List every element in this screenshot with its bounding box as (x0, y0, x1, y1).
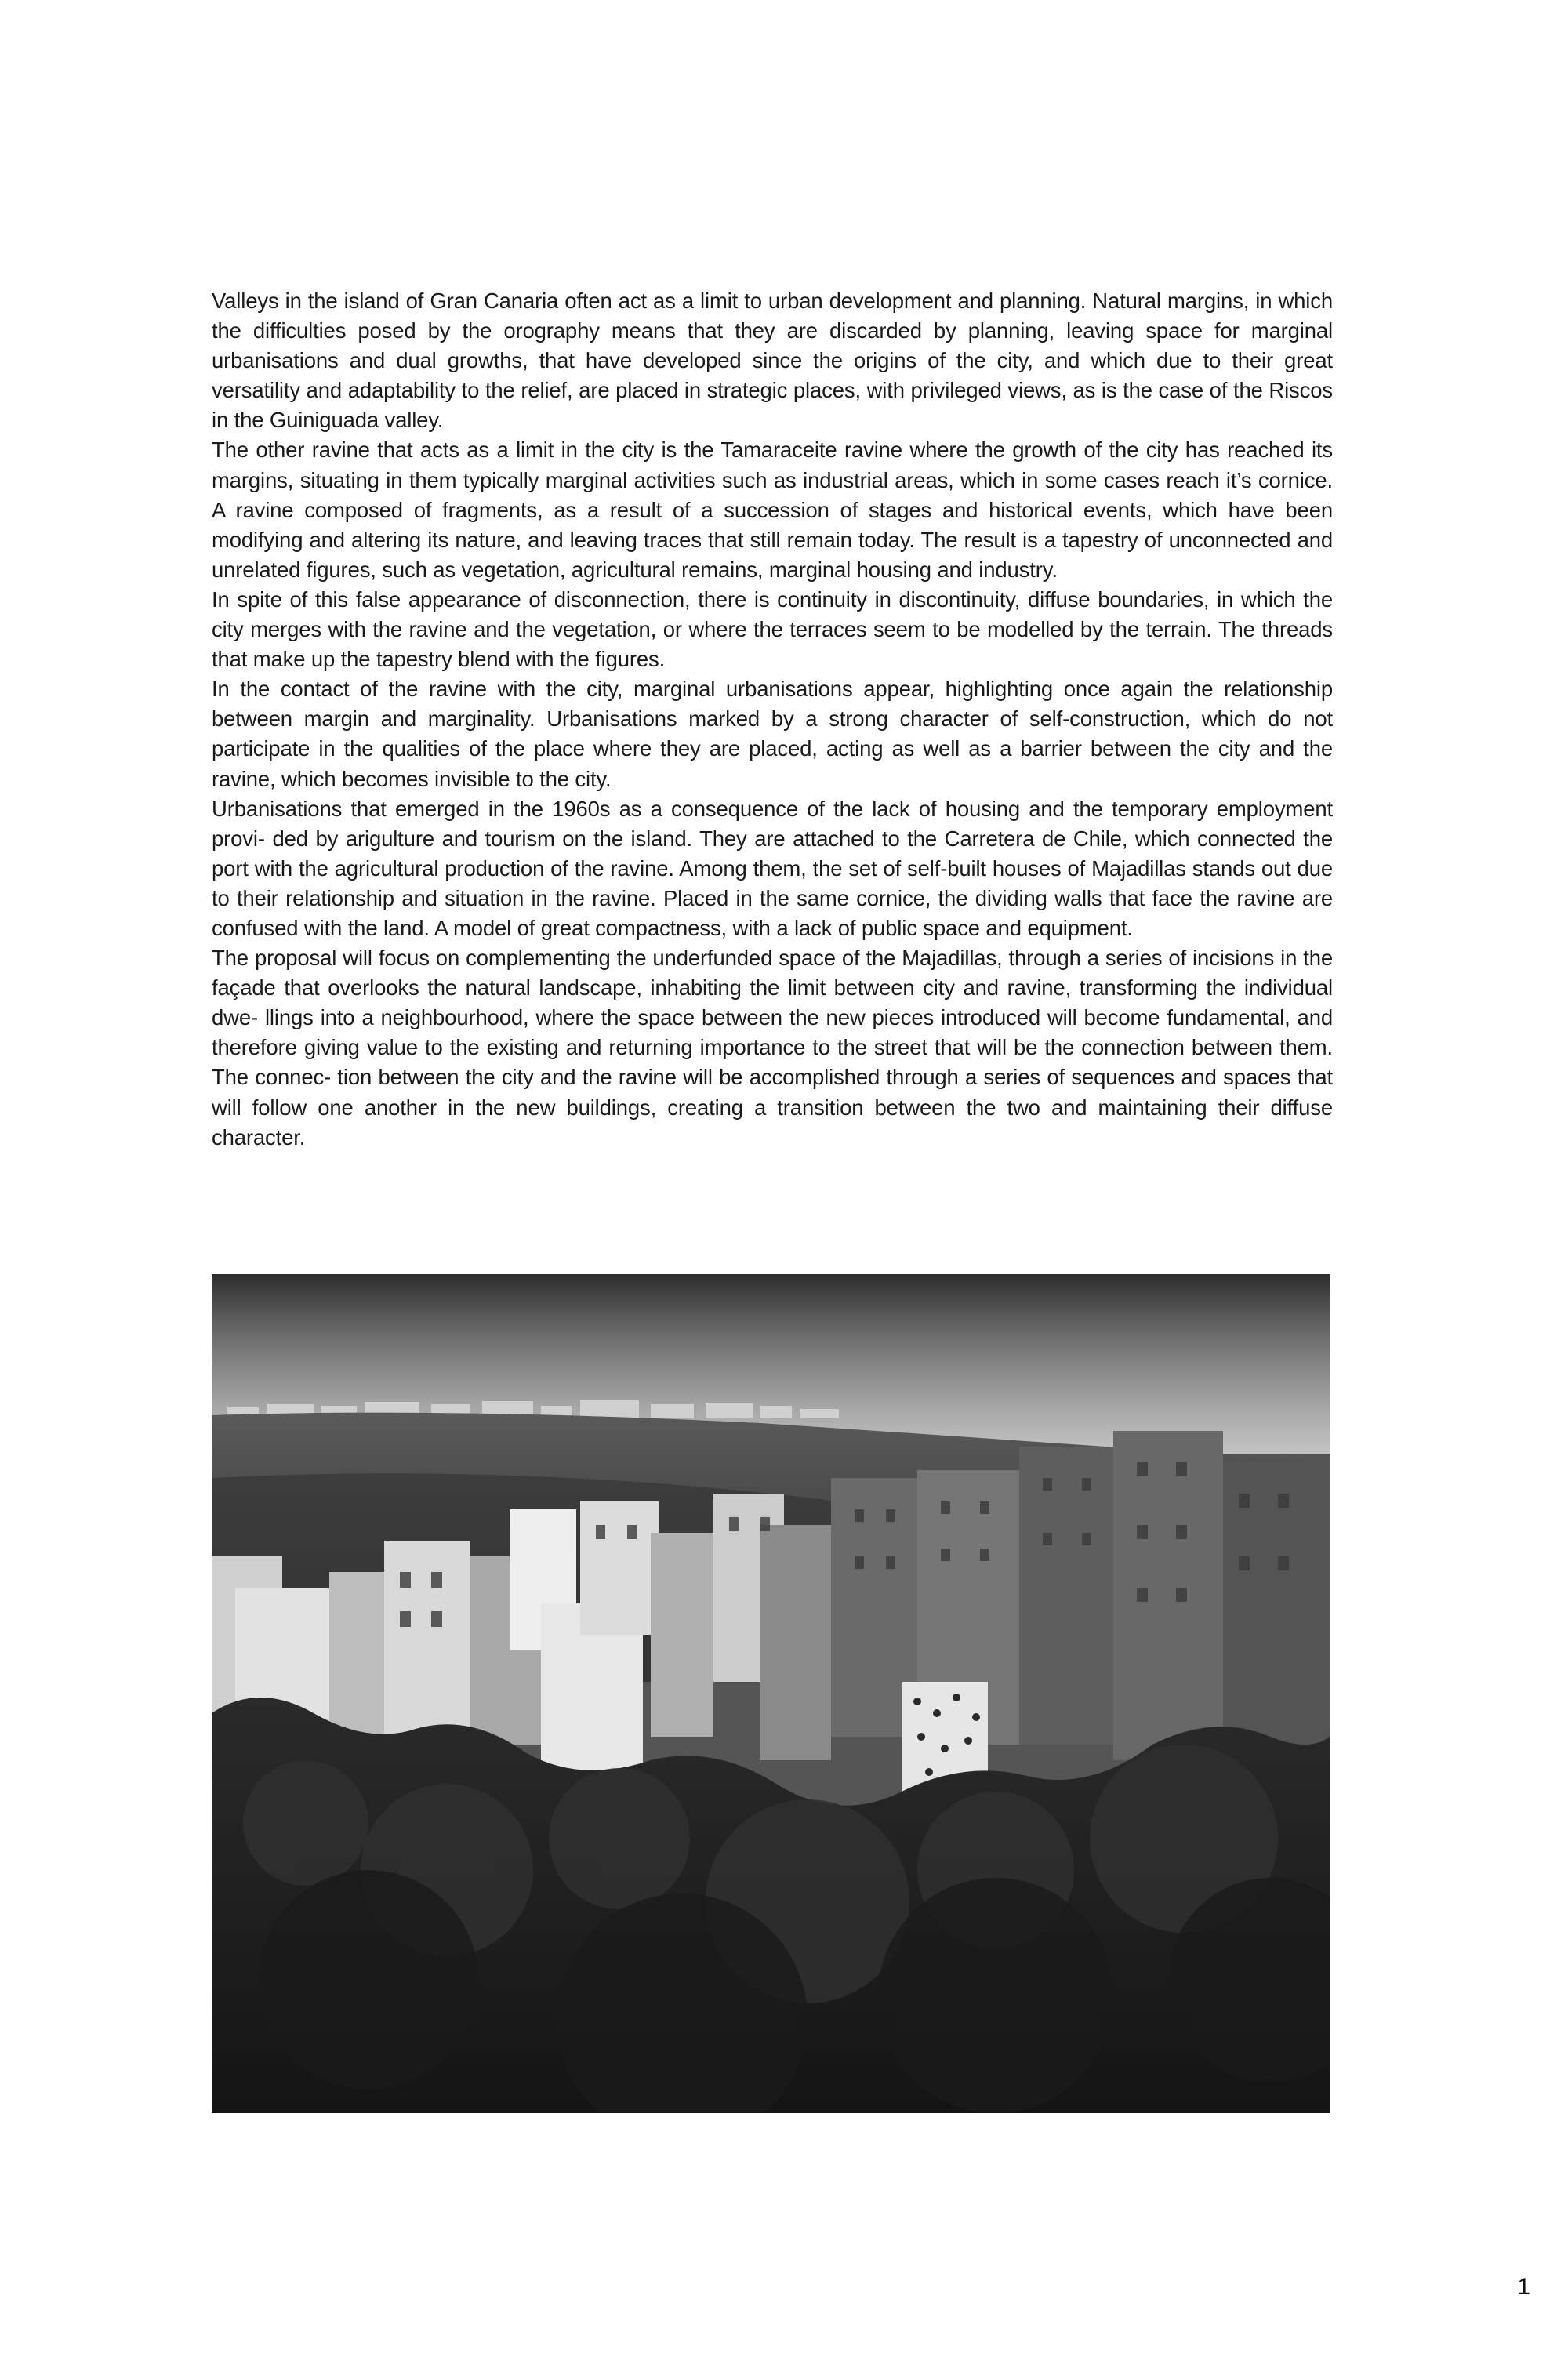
paragraph: Urbanisations that emerged in the 1960s as a consequence of the lack of housing and the temporary employment provi- ded by arigulture and tourism on the island. They are attached to the Carretera de Chile, which connected the port with the agricultural production of the ravine. Among them, the set of self-built houses of Majadillas stands out due to their relationship and situation in the ravine. Placed in the same cornice, the dividing walls that face the ravine are confused with the land. A model of great compactness, with a lack of public space and equipment. (212, 796, 1333, 940)
ravine-photo (212, 1274, 1330, 2113)
paragraph: In spite of this false appearance of disconnection, there is continuity in discontinuity, diffuse boundaries, in which the city merges with the ravine and the vegetation, or where the terraces seem to be modelled by the terrain. The threads that make up the tapestry blend with the figures. (212, 586, 1333, 672)
paragraph: The other ravine that acts as a limit in the city is the Tamaraceite ravine where the growth of the city has reached its margins, situating in them typically marginal activities such as industrial areas, which in some cases reach it’s cornice. A ravine composed of fragments, as a result of a succession of stages and historical events, which have been modifying and altering its nature, and leaving traces that still remain today. The result is a tapestry of unconnected and unrelated figures, such as vegetation, agricultural remains, marginal housing and industry. (212, 438, 1333, 582)
body-text (212, 286, 1333, 1153)
page-number: 1 (1517, 2274, 1530, 2300)
ravine-photo-illustration (212, 1274, 1330, 2113)
paragraph: In the contact of the ravine with the city, marginal urbanisations appear, highlighting once again the relationship between margin and marginality. Urbanisations marked by a strong character of self-construction, which do not participate in the qualities of the place where they are placed, acting as well as a barrier between the city and the ravine, which becomes invisible to the city. (212, 677, 1333, 791)
paragraph: Valleys in the island of Gran Canaria often act as a limit to urban development and planning. Natural margins, in which the difficulties posed by the orography means that they are discarded by planning, leaving space for marginal urbanisations and dual growths, that have developed since the origins of the city, and which due to their great versatility and adaptability to the relief, are placed in strategic places, with privileged views, as is the case of the Riscos in the Guiniguada valley. (212, 289, 1333, 433)
paragraph: The proposal will focus on complementing the underfunded space of the Majadillas, through a series of incisions in the façade that overlooks the natural landscape, inhabiting the limit between city and ravine, transforming the individual dwe- llings into a neighbourhood, where the space between the new pieces introduced will become fundamental, and therefore giving value to the existing and returning importance to the street that will be the connection between them. The connec- tion between the city and the ravine will be accomplished through a series of sequences and spaces that will follow one another in the new buildings, creating a transition between the two and maintaining their diffuse character. (212, 946, 1333, 1149)
